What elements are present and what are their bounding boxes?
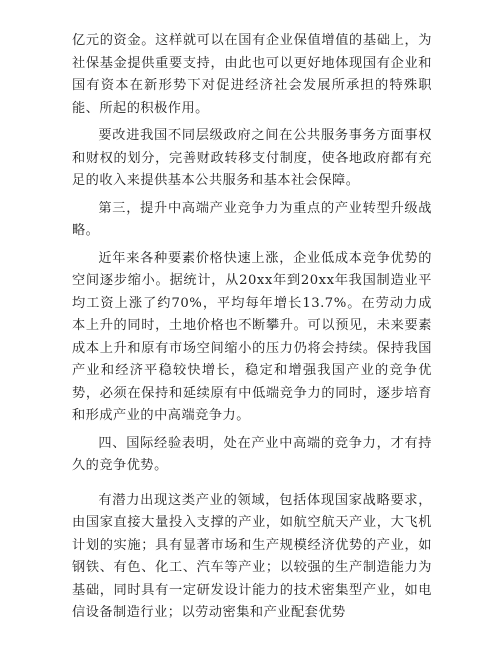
paragraph-2: 要改进我国不同层级政府之间在公共服务事务方面事权和财权的划分，完善财政转移支付制度，使各地政府都有充足的收入来提供基本公共服务和基本社会保障。	[72, 128, 432, 188]
paragraph-3: 第三，提升中高端产业竞争力为重点的产业转型升级战略。	[72, 200, 432, 238]
paragraph-1: 亿元的资金。这样就可以在国有企业保值增值的基础上，为社保基金提供重要支持，由此也可以更好地体现国有企业和国有资本在新形势下对促进经济社会发展所承担的特殊职能、所起的积极作用。	[72, 33, 432, 116]
paragraph-4: 近年来各种要素价格快速上涨，企业低成本竞争优势的空间逐步缩小。据统计，从20xx年到20xx年我国制造业平均工资上涨了约70%，平均每年增长13.7%。在劳动力成本上升的同时，土地价格也不断攀升。可以预见，未来要素成本上升和原有市场空间缩小的压力仍将会持续。保持我国产业和经济平稳较快增长，稳定和增强我国产业的竞争优势，必须在保持和延续原有中低端竞争力的同时，逐步培育和形成产业的中高端竞争力。	[72, 250, 432, 423]
paragraph-6: 有潜力出现这类产业的领域，包括体现国家战略要求，由国家直接大量投入支撑的产业，如航空航天产业，大飞机计划的实施；具有显著市场和生产规模经济优势的产业，如钢铁、有色、化工、汽车等产业；以较强的生产制造能力为基础，同时具有一定研发设计能力的技术密集型产业，如电信设备制造行业；以劳动密集和产业配套优势	[72, 492, 432, 620]
paragraph-5: 四、国际经验表明，处在产业中高端的竞争力，才有持久的竞争优势。	[72, 435, 432, 473]
document-body	[72, 30, 432, 625]
